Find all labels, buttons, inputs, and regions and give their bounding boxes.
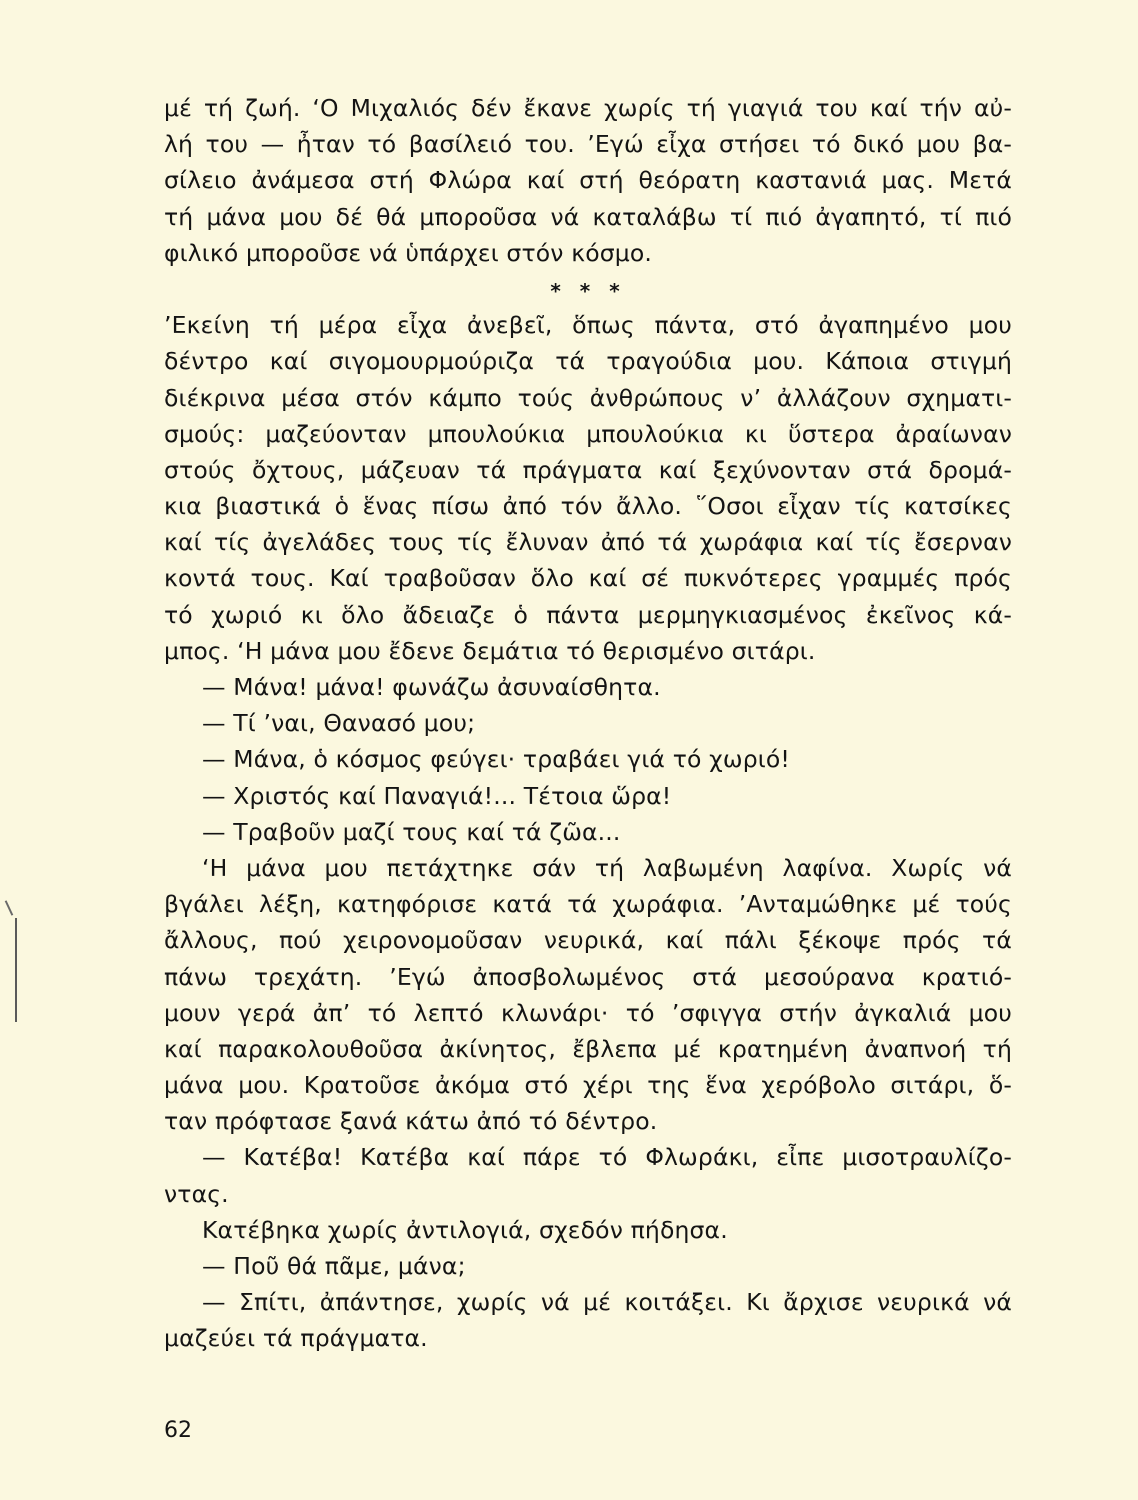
text-line: καί παρακολουθοῦσα ἀκίνητος, ἔβλεπα μέ κρατημένη ἀναπνοή τή: [164, 1034, 1012, 1063]
text-line: μουν γερά ἀπ’ τό λεπτό κλωνάρι· τό ’σφιγγα στήν ἀγκαλιά μου: [164, 998, 1012, 1027]
dialogue-line: — Μάνα, ὁ κόσμος φεύγει· τραβάει γιά τό χωριό!: [202, 745, 790, 774]
text-line: ταν πρόφτασε ξανά κάτω ἀπό τό δέντρο.: [164, 1107, 658, 1136]
text-line: μπος. ‘Η μάνα μου ἔδενε δεμάτια τό θερισμένο σιτάρι.: [164, 636, 816, 665]
text-line: στούς ὄχτους, μάζευαν τά πράγματα καί ξεχύνονταν στά δρομά-: [164, 455, 1012, 484]
dialogue-line: — Τί ’ναι, Θανασό μου;: [202, 709, 476, 738]
dialogue-line: — Ποῦ θά πᾶμε, μάνα;: [202, 1252, 466, 1280]
text-line: καί τίς ἀγελάδες τους τίς ἔλυναν ἀπό τά χωράφια καί τίς ἔσερναν: [164, 528, 1012, 557]
dialogue-line: — Τραβοῦν μαζί τους καί τά ζῶα...: [202, 817, 621, 846]
section-separator: * * *: [550, 278, 626, 303]
text-line: ἄλλους, πού χειρονομοῦσαν νευρικά, καί πάλι ξέκοψε πρός τά: [164, 926, 1012, 955]
margin-mark: [15, 918, 17, 1022]
text-line: σμούς: μαζεύονταν μπουλούκια μπουλούκια κι ὕστερα ἀραίωναν: [164, 419, 1012, 448]
text-line: μαζεύει τά πράγματα.: [164, 1324, 428, 1353]
dialogue-line: — Μάνα! μάνα! φωνάζω ἀσυναίσθητα.: [202, 673, 661, 701]
text-line: ντας.: [164, 1179, 229, 1208]
text-line: Κατέβηκα χωρίς ἀντιλογιά, σχεδόν πήδησα.: [202, 1215, 728, 1244]
text-line: δέντρο καί σιγομουρμούριζα τά τραγούδια μου. Κάποια στιγμή: [164, 347, 1012, 376]
text-line: μέ τή ζωή. ‘Ο Μιχαλιός δέν ἔκανε χωρίς τή γιαγιά του καί τήν αὐ-: [164, 94, 1012, 122]
text-line: σίλειο ἀνάμεσα στή Φλώρα καί στή θεόρατη καστανιά μας. Μετά: [164, 166, 1012, 195]
text-line: φιλικό μποροῦσε νά ὑπάρχει στόν κόσμο.: [164, 238, 653, 267]
margin-mark: [5, 900, 14, 915]
text-line: τή μάνα μου δέ θά μποροῦσα νά καταλάβω τί πιό ἀγαπητό, τί πιό: [164, 202, 1012, 231]
text-line: πάνω τρεχάτη. ’Εγώ ἀποσβολωμένος στά μεσούρανα κρατιό-: [164, 962, 1012, 991]
dialogue-line: — Σπίτι, ἀπάντησε, χωρίς νά μέ κοιτάξει. Κι ἄρχισε νευρικά νά: [202, 1288, 1012, 1317]
text-line: βγάλει λέξη, κατηφόρισε κατά τά χωράφια. ’Ανταμώθηκε μέ τούς: [164, 890, 1012, 919]
dialogue-line: — Κατέβα! Κατέβα καί πάρε τό Φλωράκι, εἶπε μισοτραυλίζο-: [202, 1143, 1012, 1172]
text-line: κοντά τους. Καί τραβοῦσαν ὅλο καί σέ πυκνότερες γραμμές πρός: [164, 564, 1012, 593]
text-line: τό χωριό κι ὅλο ἄδειαζε ὁ πάντα μερμηγκιασμένος ἐκεῖνος κά-: [164, 600, 1012, 629]
text-line: ’Εκείνη τή μέρα εἶχα ἀνεβεῖ, ὅπως πάντα, στό ἀγαπημένο μου: [164, 311, 1012, 340]
text-line: κια βιαστικά ὁ ἕνας πίσω ἀπό τόν ἄλλο. ῞Οσοι εἶχαν τίς κατσίκες: [164, 492, 1012, 521]
page-number: 62: [164, 1418, 192, 1443]
text-line: διέκρινα μέσα στόν κάμπο τούς ἀνθρώπους ν’ ἀλλάζουν σχηματι-: [164, 383, 1012, 412]
text-column: [164, 90, 1012, 1357]
text-line: λή του — ἦταν τό βασίλειό του. ’Εγώ εἶχα στήσει τό δικό μου βα-: [164, 130, 1012, 159]
text-line: ‘Η μάνα μου πετάχτηκε σάν τή λαβωμένη λαφίνα. Χωρίς νά: [202, 853, 1012, 882]
text-line: μάνα μου. Κρατοῦσε ἀκόμα στό χέρι της ἕνα χερόβολο σιτάρι, ὅ-: [164, 1071, 1012, 1100]
dialogue-line: — Χριστός καί Παναγιά!... Τέτοια ὥρα!: [202, 781, 672, 810]
